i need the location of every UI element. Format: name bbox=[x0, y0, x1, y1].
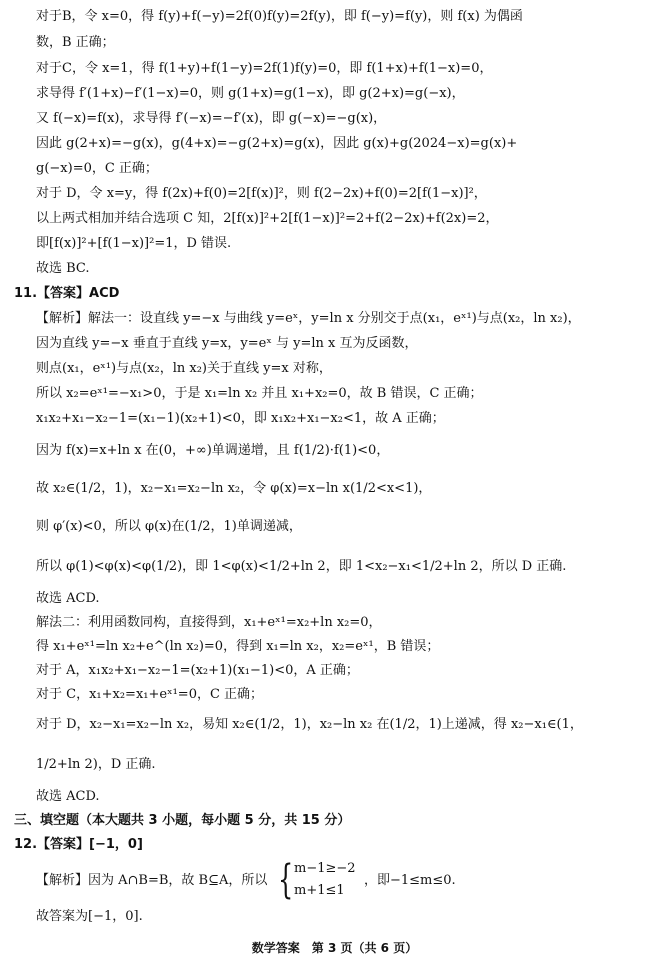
text-line: 所以 x₂=eˣ¹=−x₁>0，于是 x₁=ln x₂ 并且 x₁+x₂=0，故 B 错误，C 正确； bbox=[36, 386, 483, 401]
text-line: 数，B 正确； bbox=[36, 35, 115, 50]
text-line: 因为直线 y=−x 垂直于直线 y=x，y=eˣ 与 y=ln x 互为反函数， bbox=[36, 336, 418, 351]
text-line: 对于 D，x₂−x₁=x₂−ln x₂，易知 x₂∈(1/2，1)，x₂−ln x₂ 在(1/2，1)上递减，得 x₂−x₁∈(1， bbox=[36, 717, 583, 732]
question-11-answer: 11.【答案】ACD bbox=[14, 286, 120, 301]
text-line: 1/2+ln 2)，D 正确. bbox=[36, 757, 156, 772]
text-line: 对于 A，x₁x₂+x₁−x₂−1=(x₂+1)(x₁−1)<0，A 正确； bbox=[36, 663, 359, 678]
inequality-system bbox=[278, 857, 368, 903]
text-line: 对于C，令 x=1，得 f(1+y)+f(1−y)=2f(1)f(y)=0，即 f(1+x)+f(1−x)=0， bbox=[36, 61, 493, 76]
question-12-answer: 12.【答案】[−1，0] bbox=[14, 837, 143, 852]
page-footer: 数学答案 第 3 页（共 6 页） bbox=[251, 941, 418, 955]
text-line: 【解析】解法一：设直线 y=−x 与曲线 y=eˣ，y=ln x 分别交于点(x₁，eˣ¹)与点(x₂，ln x₂)， bbox=[36, 311, 581, 326]
text-line: 求导得 f′(1+x)−f′(1−x)=0，则 g(1+x)=g(1−x)，即 g(2+x)=g(−x)， bbox=[36, 86, 465, 101]
section-heading: 三、填空题（本大题共 3 小题，每小题 5 分，共 15 分） bbox=[14, 813, 351, 828]
text-line: g(−x)=0，C 正确； bbox=[36, 161, 158, 176]
text-line: 以上两式相加并结合选项 C 知，2[f(x)]²+2[f(1−x)]²=2+f(2−2x)+f(2x)=2， bbox=[36, 211, 499, 226]
text-line: 所以 φ(1)<φ(x)<φ(1/2)，即 1<φ(x)<1/2+ln 2，即 1<x₂−x₁<1/2+ln 2，所以 D 正确. bbox=[36, 559, 567, 574]
text-line: 得 x₁+eˣ¹=ln x₂+e^(ln x₂)=0，得到 x₁=ln x₂，x₂=eˣ¹，B 错误； bbox=[36, 639, 440, 654]
text-line: 故选 ACD. bbox=[36, 591, 100, 606]
text-line: ，即−1≤m≤0. bbox=[364, 873, 456, 888]
text-line: 对于B，令 x=0，得 f(y)+f(−y)=2f(0)f(y)=2f(y)，即 f(−y)=f(y)，则 f(x) 为偶函 bbox=[36, 9, 523, 24]
text-line: 则点(x₁，eˣ¹)与点(x₂，ln x₂)关于直线 y=x 对称， bbox=[36, 361, 332, 376]
text-line: 因为 f(x)=x+ln x 在(0，+∞)单调递增，且 f(1/2)·f(1)<0， bbox=[36, 443, 390, 458]
case-line: m+1≤1 bbox=[294, 883, 345, 898]
text-line: 【解析】因为 A∩B=B，故 B⊆A，所以 bbox=[36, 873, 268, 888]
text-line: 解法二：利用函数同构，直接得到，x₁+eˣ¹=x₂+ln x₂=0， bbox=[36, 615, 382, 630]
text-line: 又 f(−x)=f(x)，求导得 f′(−x)=−f′(x)，即 g(−x)=−g(x)， bbox=[36, 111, 387, 126]
text-line: 故选 ACD. bbox=[36, 789, 100, 804]
text-line: 故选 BC. bbox=[36, 261, 90, 276]
left-brace-icon: { bbox=[278, 857, 294, 903]
text-line: 因此 g(2+x)=−g(x)，g(4+x)=−g(2+x)=g(x)，因此 g(x)+g(2024−x)=g(x)+ bbox=[36, 136, 518, 151]
text-line: 对于 C，x₁+x₂=x₁+eˣ¹=0，C 正确； bbox=[36, 687, 264, 702]
text-line: 即[f(x)]²+[f(1−x)]²=1，D 错误. bbox=[36, 236, 232, 251]
text-line: 则 φ′(x)<0，所以 φ(x)在(1/2，1)单调递减， bbox=[36, 519, 302, 534]
text-line: x₁x₂+x₁−x₂−1=(x₁−1)(x₂+1)<0，即 x₁x₂+x₁−x₂<1，故 A 正确； bbox=[36, 411, 445, 426]
text-line: 故答案为[−1，0]. bbox=[36, 909, 143, 924]
text-line: 对于 D，令 x=y，得 f(2x)+f(0)=2[f(x)]²，则 f(2−2x)+f(0)=2[f(1−x)]²， bbox=[36, 186, 487, 201]
case-line: m−1≥−2 bbox=[294, 861, 356, 876]
text-line: 故 x₂∈(1/2，1)，x₂−x₁=x₂−ln x₂，令 φ(x)=x−ln x(1/2<x<1)， bbox=[36, 481, 432, 496]
